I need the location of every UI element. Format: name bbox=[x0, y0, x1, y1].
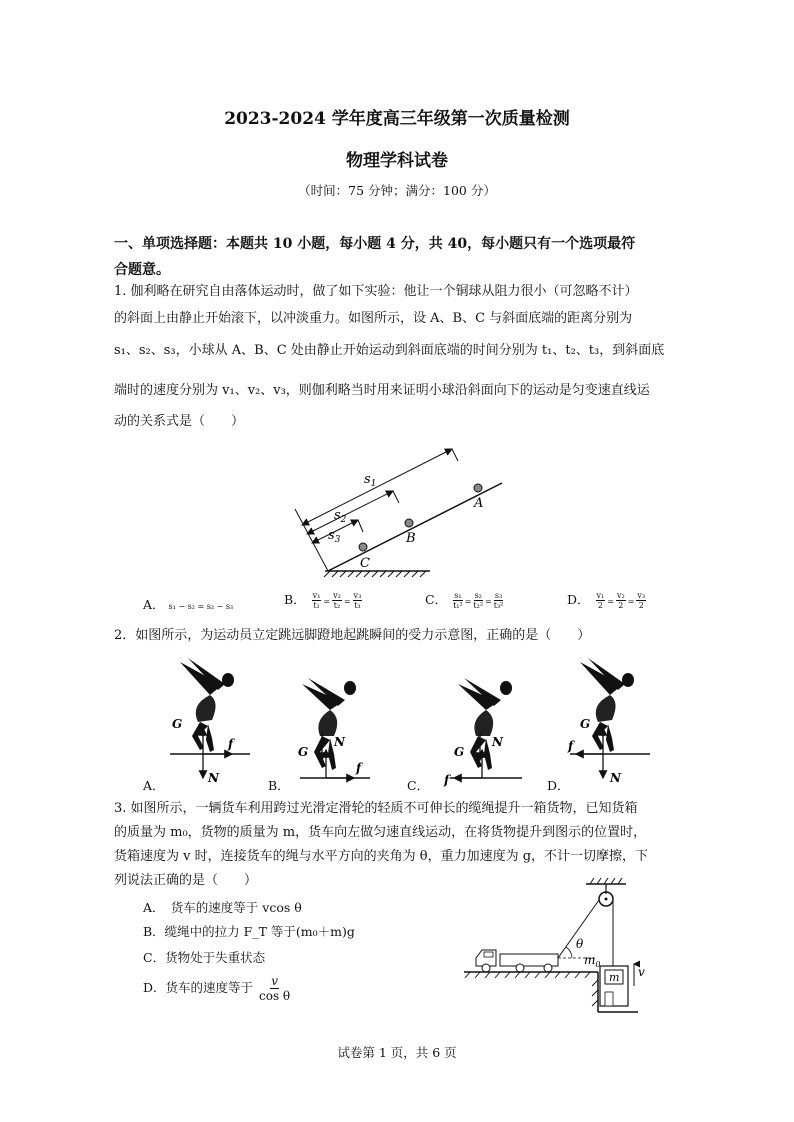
exam-time-info: （时间：75 分钟；满分：100 分） bbox=[298, 183, 496, 198]
q3-truck-pulley-figure bbox=[460, 876, 670, 1016]
gravity-label-a: G bbox=[172, 717, 183, 731]
s3-label: $s_3$ bbox=[328, 528, 341, 545]
q1-option-c[interactable]: C． $\frac{\text{s₁}}{\text{t₁²}}$ = $\frac{\text{s₂}}{\text{t₂²}}$ = $\frac{\text{s₃}}{\text{t₃²}}$ bbox=[425, 591, 504, 610]
friction-label-b: f bbox=[356, 761, 362, 775]
jumper-figure-c bbox=[443, 678, 522, 787]
q3-option-c[interactable]: C．货物处于失重状态 bbox=[143, 950, 266, 965]
friction-label-d: f bbox=[568, 739, 574, 753]
q1-incline-figure bbox=[280, 435, 510, 585]
q2-option-d[interactable]: D． bbox=[547, 778, 570, 793]
gravity-label-d: G bbox=[580, 717, 591, 731]
s1-label: $s_1$ bbox=[364, 472, 377, 489]
q2-option-c[interactable]: C． bbox=[407, 778, 430, 793]
q1-option-b[interactable]: B． $\frac{\text{v₁}}{\text{t₁}}$ = $\frac{\text{v₂}}{\text{t₂}}$ = $\frac{\text{v₃}}{\text{t₃}}$ bbox=[284, 591, 362, 610]
q1-line2: 的斜面上由静止开始滚下，以冲淡重力。如图所示，设 A、B、C 与斜面底端的距离分别为 bbox=[114, 311, 633, 326]
gravity-label-c: G bbox=[454, 745, 465, 759]
exam-title: 2023-2024 学年度高三年级第一次质量检测 bbox=[224, 109, 570, 129]
truck bbox=[476, 950, 558, 972]
ground-hatch bbox=[324, 571, 426, 577]
section-heading bbox=[114, 231, 694, 283]
cargo-mass-m-label: m bbox=[609, 971, 620, 984]
normal-label-d: N bbox=[610, 771, 621, 785]
point-b-label: B bbox=[406, 531, 416, 546]
jumper-figure-d bbox=[567, 658, 650, 785]
ball-c bbox=[359, 543, 367, 551]
q1-option-d[interactable]: D． $\frac{\text{v₁}}{2}$ = $\frac{\text{v₂}}{2}$ = $\frac{\text{v₃}}{2}$ bbox=[567, 591, 646, 610]
exam-subject-title: 物理学科试卷 bbox=[346, 151, 448, 171]
q3-line2: 的质量为 m₀，货物的质量为 m，货车向左做匀速直线运动，在将货物提升到图示的位置时， bbox=[114, 825, 647, 840]
q3-option-a[interactable]: A． 货车的速度等于 vcos θ bbox=[143, 900, 302, 915]
q3-line1: 3. 如图所示，一辆货车利用跨过光滑定滑轮的轻质不可伸长的缆绳提升一箱货物，已知货箱 bbox=[114, 801, 638, 816]
s1-arrow bbox=[302, 449, 452, 525]
point-c-label: C bbox=[360, 556, 370, 571]
q1-option-a-formula: s₁ − s₂ = s₂ − s₃ bbox=[168, 602, 234, 611]
s2-arrow bbox=[307, 491, 393, 534]
friction-label-c: f bbox=[444, 773, 450, 787]
velocity-v-label: v bbox=[638, 965, 645, 979]
ball-a bbox=[474, 484, 482, 492]
section-heading-line1: 一、单项选择题：本题共 10 小题，每小题 4 分，共 40，每小题只有一个选项最符 bbox=[114, 236, 636, 252]
jumper-figure-a bbox=[170, 658, 250, 785]
normal-label-c: N bbox=[492, 735, 503, 749]
section-heading-line2: 合题意。 bbox=[114, 262, 170, 278]
page-footer: 试卷第 1 页，共 6 页 bbox=[337, 1045, 457, 1060]
point-a-label: A bbox=[474, 496, 484, 511]
q2-stem: 2．如图所示，为运动员立定跳远脚蹬地起跳瞬间的受力示意图，正确的是（ ） bbox=[114, 628, 591, 643]
jumper-figure-b bbox=[298, 678, 370, 778]
q1-line3: s₁、s₂、s₃，小球从 A、B、C 处由静止开始运动到斜面底端的时间分别为 t₁、t₂、t₃，到斜面底 bbox=[114, 343, 665, 358]
q3-line4: 列说法正确的是（ ） bbox=[114, 873, 258, 888]
q1-option-a[interactable]: A． s₁ − s₂ = s₂ − s₃ bbox=[143, 597, 234, 612]
incline-end-line bbox=[295, 509, 328, 571]
angle-theta-label: θ bbox=[576, 937, 584, 951]
crate-mass-m0-label: $m_0$ bbox=[584, 953, 601, 969]
q2-option-a[interactable]: A． bbox=[143, 778, 165, 793]
ball-b bbox=[405, 519, 413, 527]
gravity-label-b: G bbox=[298, 745, 309, 759]
q2-force-diagrams bbox=[140, 650, 680, 795]
friction-label-a: f bbox=[228, 737, 234, 751]
q3-option-d[interactable]: D．货车的速度等于 $\frac{v}{\text{cos θ}}$ bbox=[143, 974, 291, 1003]
q2-option-b[interactable]: B． bbox=[268, 778, 290, 793]
q3-line3: 货箱速度为 v 时，连接货车的绳与水平方向的夹角为 θ，重力加速度为 g，不计一切摩擦，下 bbox=[114, 849, 649, 864]
normal-label-b: N bbox=[334, 735, 345, 749]
q3-option-b[interactable]: B．缆绳中的拉力 F_T 等于(m₀＋m)g bbox=[143, 924, 355, 939]
s2-label: $s_2$ bbox=[334, 508, 347, 525]
q1-line5: 动的关系式是（ ） bbox=[114, 414, 245, 429]
q1-line1: 1. 伽利略在研究自由落体运动时，做了如下实验：他让一个铜球从阻力很小（可忽略不计） bbox=[114, 284, 638, 299]
q1-line4: 端时的速度分别为 v₁、v₂、v₃，则伽利略当时用来证明小球沿斜面向下的运动是匀变速直线运 bbox=[114, 383, 650, 398]
normal-label-a: N bbox=[208, 771, 219, 785]
q3-option-d-fraction: $\frac{v}{\text{cos θ}}$ bbox=[259, 974, 291, 1003]
